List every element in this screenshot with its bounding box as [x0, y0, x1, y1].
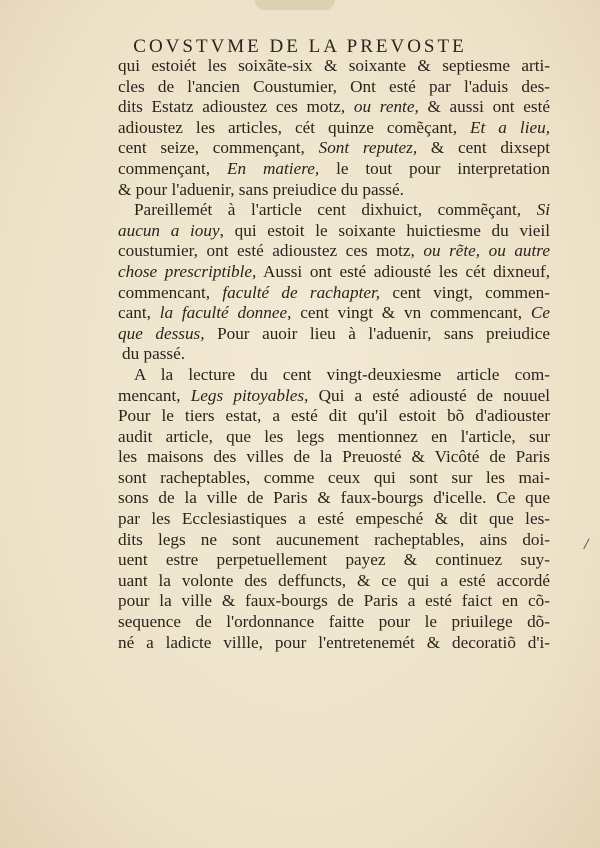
text-line [118, 241, 550, 262]
italic-term: ou rẽte, ou autre [423, 241, 550, 261]
italic-term: Sont reputez, [318, 138, 418, 158]
italic-term: aucun a iouy [118, 220, 220, 240]
text-run: & aussi ont esté [418, 97, 550, 117]
italic-term: faculté de rachapter, [222, 282, 381, 302]
text-run: les maisons des villes de la Preuosté & Vicôté de Paris [118, 447, 550, 467]
text-run: dits Estatz adioustez ces motz, [118, 97, 354, 117]
text-line [118, 591, 550, 612]
text-line [118, 612, 550, 633]
text-run: Pour le tiers estat, a esté dit qu'il estoit bõ d'adiouster [118, 406, 550, 426]
text-run: qui estoiét les soixãte-six & soixante & septiesme arti- [118, 56, 550, 75]
text-line [118, 488, 550, 509]
text-line [118, 550, 550, 571]
text-run: cles de l'ancien Coustumier, Ont esté par l'aduis des- [118, 76, 550, 96]
page-stain [255, 0, 335, 10]
text-run: coustumier, ont esté adioustez ces motz, [118, 241, 424, 261]
text-line [118, 180, 550, 201]
italic-term: Legs pitoyables, [190, 385, 309, 405]
text-line [118, 77, 550, 98]
text-run: cant, [118, 303, 160, 323]
text-run: uent estre perpetuellement payez & continuez suy- [118, 550, 550, 570]
text-line [118, 427, 550, 448]
text-run: dits legs ne sont aucunement racheptables, ains doi- [118, 529, 550, 549]
body-text [118, 56, 550, 653]
italic-term: ou rente, [353, 97, 419, 117]
text-run: cent vingt, commen- [380, 282, 550, 302]
text-run: sons de la ville de Paris & faux-bourgs d'icelle. Ce que [118, 488, 550, 508]
text-line [118, 324, 550, 345]
text-run: , qui estoit le soixante huictiesme du vieil [219, 220, 550, 240]
text-line [118, 406, 550, 427]
text-run: commencant, [118, 282, 223, 302]
text-run: Pour auoir lieu à l'aduenir, sans preiudice [204, 323, 550, 343]
text-line [118, 509, 550, 530]
text-run: sequence de l'ordonnance faitte pour le priuilege dõ- [118, 612, 550, 632]
text-line [118, 283, 550, 304]
text-line [118, 221, 550, 242]
text-run: Qui a esté adiousté de nouuel [308, 385, 550, 405]
text-run: par les Ecclesiastiques a esté empesché & dit que les- [118, 509, 550, 529]
text-run: mencant, [118, 385, 191, 405]
text-line [118, 118, 550, 139]
text-line [118, 138, 550, 159]
italic-term: Ce [530, 303, 550, 323]
italic-term: En matiere, [227, 158, 320, 178]
text-line [118, 200, 550, 221]
text-line [118, 159, 550, 180]
marginal-mark: / [584, 536, 589, 553]
text-run: audit article, que les legs mentionnez en l'article, sur [118, 426, 550, 446]
text-line [118, 530, 550, 551]
italic-term: chose prescriptible, [118, 261, 257, 281]
italic-term: Si [536, 200, 550, 220]
text-line [118, 97, 550, 118]
text-run: commençant, [118, 158, 228, 178]
italic-term: Et a lieu, [470, 117, 550, 137]
italic-term: la faculté donnee, [159, 303, 292, 323]
text-run: cent vingt & vn commencant, [291, 303, 531, 323]
text-run: Pareillemét à l'article cent dixhuict, commẽçant, [134, 200, 537, 220]
text-run: du passé. [122, 344, 186, 364]
text-line [118, 468, 550, 489]
text-run: le tout pour interpretation [319, 158, 550, 178]
text-line [118, 262, 550, 283]
text-line [118, 303, 550, 324]
running-head: COVSTVME DE LA PREVOSTE [133, 36, 467, 57]
text-run: & cent dixsept [417, 138, 550, 158]
text-line [118, 56, 550, 77]
text-run: cent seize, commençant, [118, 138, 319, 158]
text-run: uant la volonte des deffuncts, & ce qui a esté accordé [118, 570, 550, 590]
text-run: Aussi ont esté adiousté les cét dixneuf, [256, 261, 550, 281]
text-line [118, 571, 550, 592]
text-run: A la lecture du cent vingt-deuxiesme article com- [134, 364, 550, 384]
text-run: pour la ville & faux-bourgs de Paris a esté faict en cõ- [118, 591, 550, 611]
text-line [118, 633, 550, 654]
text-run: né a ladicte villle, pour l'entretenemét & decoratiõ d'i- [118, 632, 550, 652]
text-line [118, 447, 550, 468]
text-line [118, 365, 550, 386]
italic-term: que dessus, [118, 323, 205, 343]
text-line [118, 344, 550, 365]
text-run: adioustez les articles, cét quinze comẽçant, [118, 117, 471, 137]
text-line [118, 386, 550, 407]
text-run: & pour l'aduenir, sans preiudice du passé. [118, 179, 404, 199]
text-run: sont racheptables, comme ceux qui sont sur les mai- [118, 467, 550, 487]
